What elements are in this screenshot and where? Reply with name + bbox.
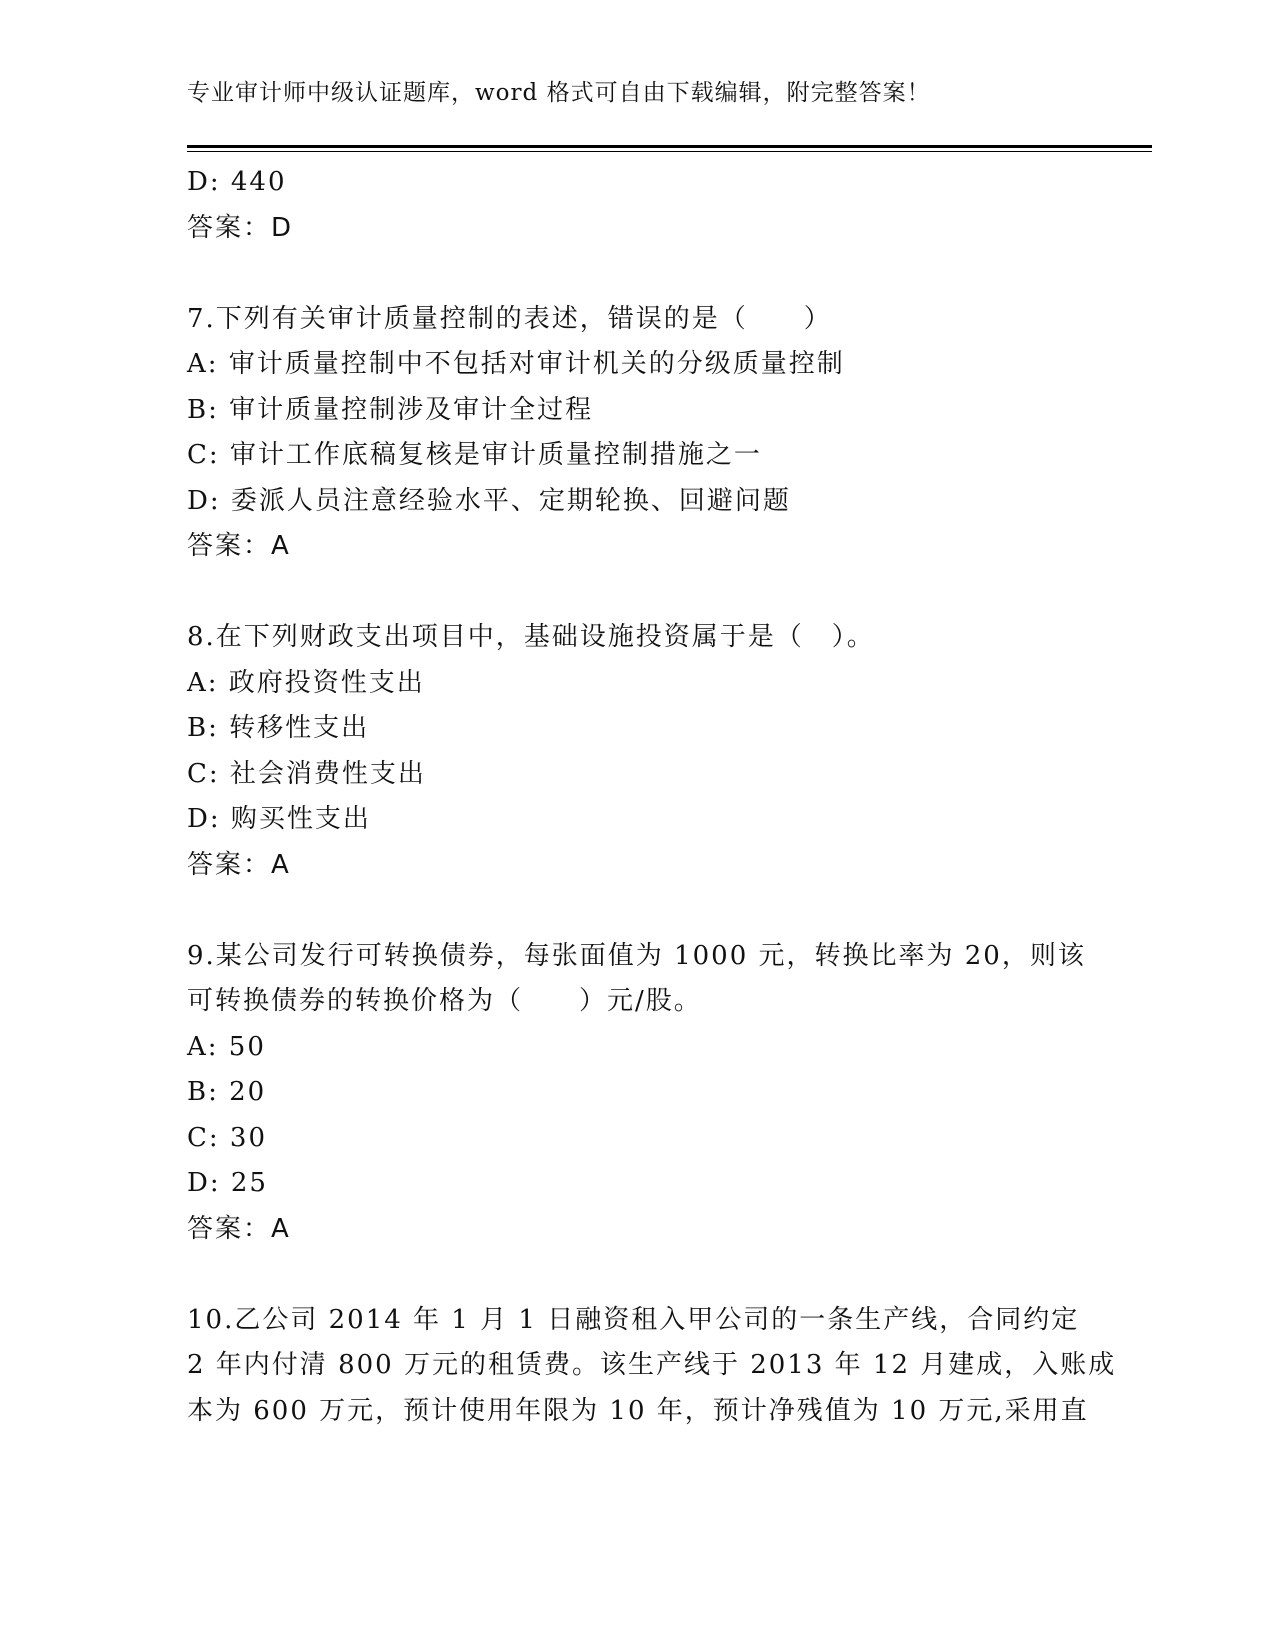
option-c: C: 30 [187, 1122, 268, 1153]
answer: 答案：A [187, 1213, 291, 1244]
spacer [187, 251, 1087, 297]
question-stem-line-1: 9.某公司发行可转换债券，每张面值为 1000 元，转换比率为 20，则该 [187, 940, 1086, 971]
option-a: A: 审计质量控制中不包括对审计机关的分级质量控制 [187, 349, 845, 379]
question-stem-line-2: 2 年内付清 800 万元的租赁费。该生产线于 2013 年 12 月建成，入账成 [187, 1350, 1117, 1380]
page-header: 专业审计师中级认证题库，word 格式可自由下载编辑，附完整答案！ [187, 80, 931, 106]
option-a: A: 50 [187, 1031, 266, 1062]
question-10 [187, 1298, 1117, 1435]
prev-answer: 答案：D [187, 212, 294, 243]
option-b: B: 转移性支出 [187, 713, 370, 743]
question-stem: 7.下列有关审计质量控制的表述，错误的是（ ） [187, 303, 832, 334]
spacer [187, 1252, 1087, 1298]
question-list [187, 160, 1117, 1434]
option-c: C: 社会消费性支出 [187, 758, 426, 789]
prev-option-d: D: 440 [187, 167, 287, 197]
question-7 [187, 297, 1087, 570]
question-stem-line-3: 本为 600 万元，预计使用年限为 10 年，预计净残值为 10 万元,采用直 [187, 1395, 1089, 1426]
question-stem: 8.在下列财政支出项目中，基础设施投资属于是（ ）。 [187, 622, 875, 652]
header-divider-thin [187, 151, 1152, 152]
header-divider-thick [187, 145, 1152, 148]
option-b: B: 20 [187, 1077, 267, 1107]
option-a: A: 政府投资性支出 [187, 667, 425, 698]
spacer [187, 570, 1087, 616]
option-c: C: 审计工作底稿复核是审计质量控制措施之一 [187, 440, 762, 470]
spacer [187, 888, 1087, 934]
question-9 [187, 934, 1087, 1253]
answer: 答案：A [187, 531, 291, 561]
answer: 答案：A [187, 849, 291, 880]
option-b: B: 审计质量控制涉及审计全过程 [187, 394, 594, 425]
option-d: D: 25 [187, 1168, 268, 1198]
question-stem-line-1: 10.乙公司 2014 年 1 月 1 日融资租入甲公司的一条生产线，合同约定 [187, 1304, 1080, 1335]
option-d: D: 购买性支出 [187, 804, 371, 834]
question-stem-line-2: 可转换债券的转换价格为（ ）元/股。 [187, 986, 702, 1016]
question-8 [187, 615, 1087, 888]
option-d: D: 委派人员注意经验水平、定期轮换、回避问题 [187, 485, 791, 516]
